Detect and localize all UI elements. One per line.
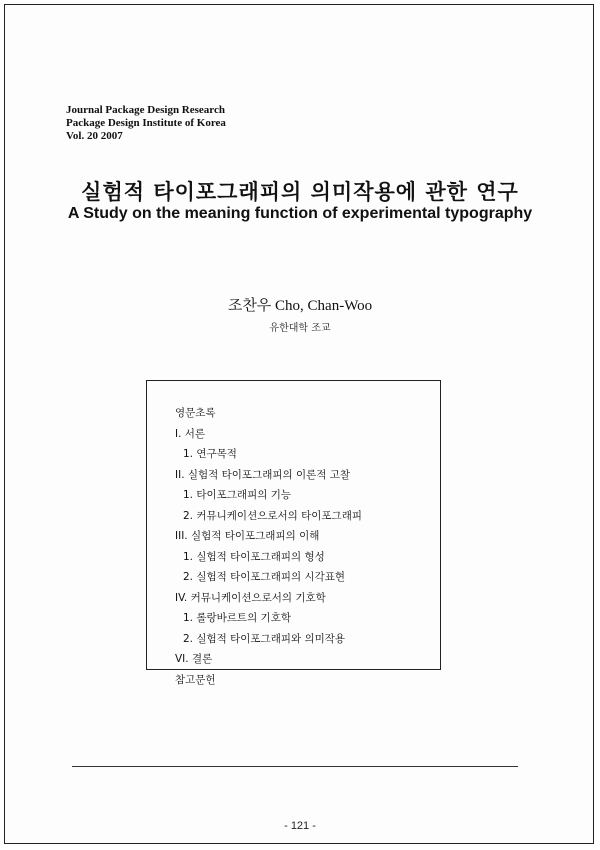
page-number: - 121 -	[284, 820, 316, 832]
toc-item: 2. 커뮤니케이션으로서의 타이포그래피	[183, 509, 362, 522]
toc-item: 1. 실험적 타이포그래피의 형성	[183, 550, 325, 563]
journal-name: Journal Package Design Research	[66, 104, 225, 116]
table-of-contents	[146, 380, 441, 686]
journal-header	[66, 104, 226, 143]
paper-title-english: A Study on the meaning function of experimental typography	[67, 205, 533, 222]
journal-institute: Package Design Institute of Korea	[66, 117, 226, 129]
footer-divider	[72, 766, 518, 767]
toc-item: 1. 롤랑바르트의 기호학	[183, 612, 291, 624]
toc-item: 2. 실험적 타이포그래피의 시각표현	[183, 571, 346, 583]
journal-volume: Vol. 20 2007	[66, 130, 123, 142]
toc-item: 1. 타이포그래피의 기능	[183, 489, 291, 501]
toc-item: I. 서론	[175, 427, 206, 440]
toc-item: 영문초록	[175, 407, 216, 419]
paper-title-korean: 실험적 타이포그래피의 의미작용에 관한 연구	[81, 179, 519, 204]
toc-list	[175, 403, 362, 690]
toc-item: II. 실험적 타이포그래피의 이론적 고찰	[175, 468, 351, 481]
toc-item: IV. 커뮤니케이션으로서의 기호학	[175, 591, 326, 604]
toc-item: 2. 실험적 타이포그래피와 의미작용	[183, 632, 346, 645]
toc-item: III. 실험적 타이포그래피의 이해	[175, 530, 320, 542]
toc-item: 1. 연구목적	[183, 448, 237, 460]
author-affiliation: 유한대학 조교	[269, 323, 331, 334]
toc-item: VI. 결론	[175, 653, 213, 665]
author-name: 조찬우 Cho, Chan-Woo	[227, 298, 373, 314]
toc-item: 참고문헌	[175, 673, 216, 686]
